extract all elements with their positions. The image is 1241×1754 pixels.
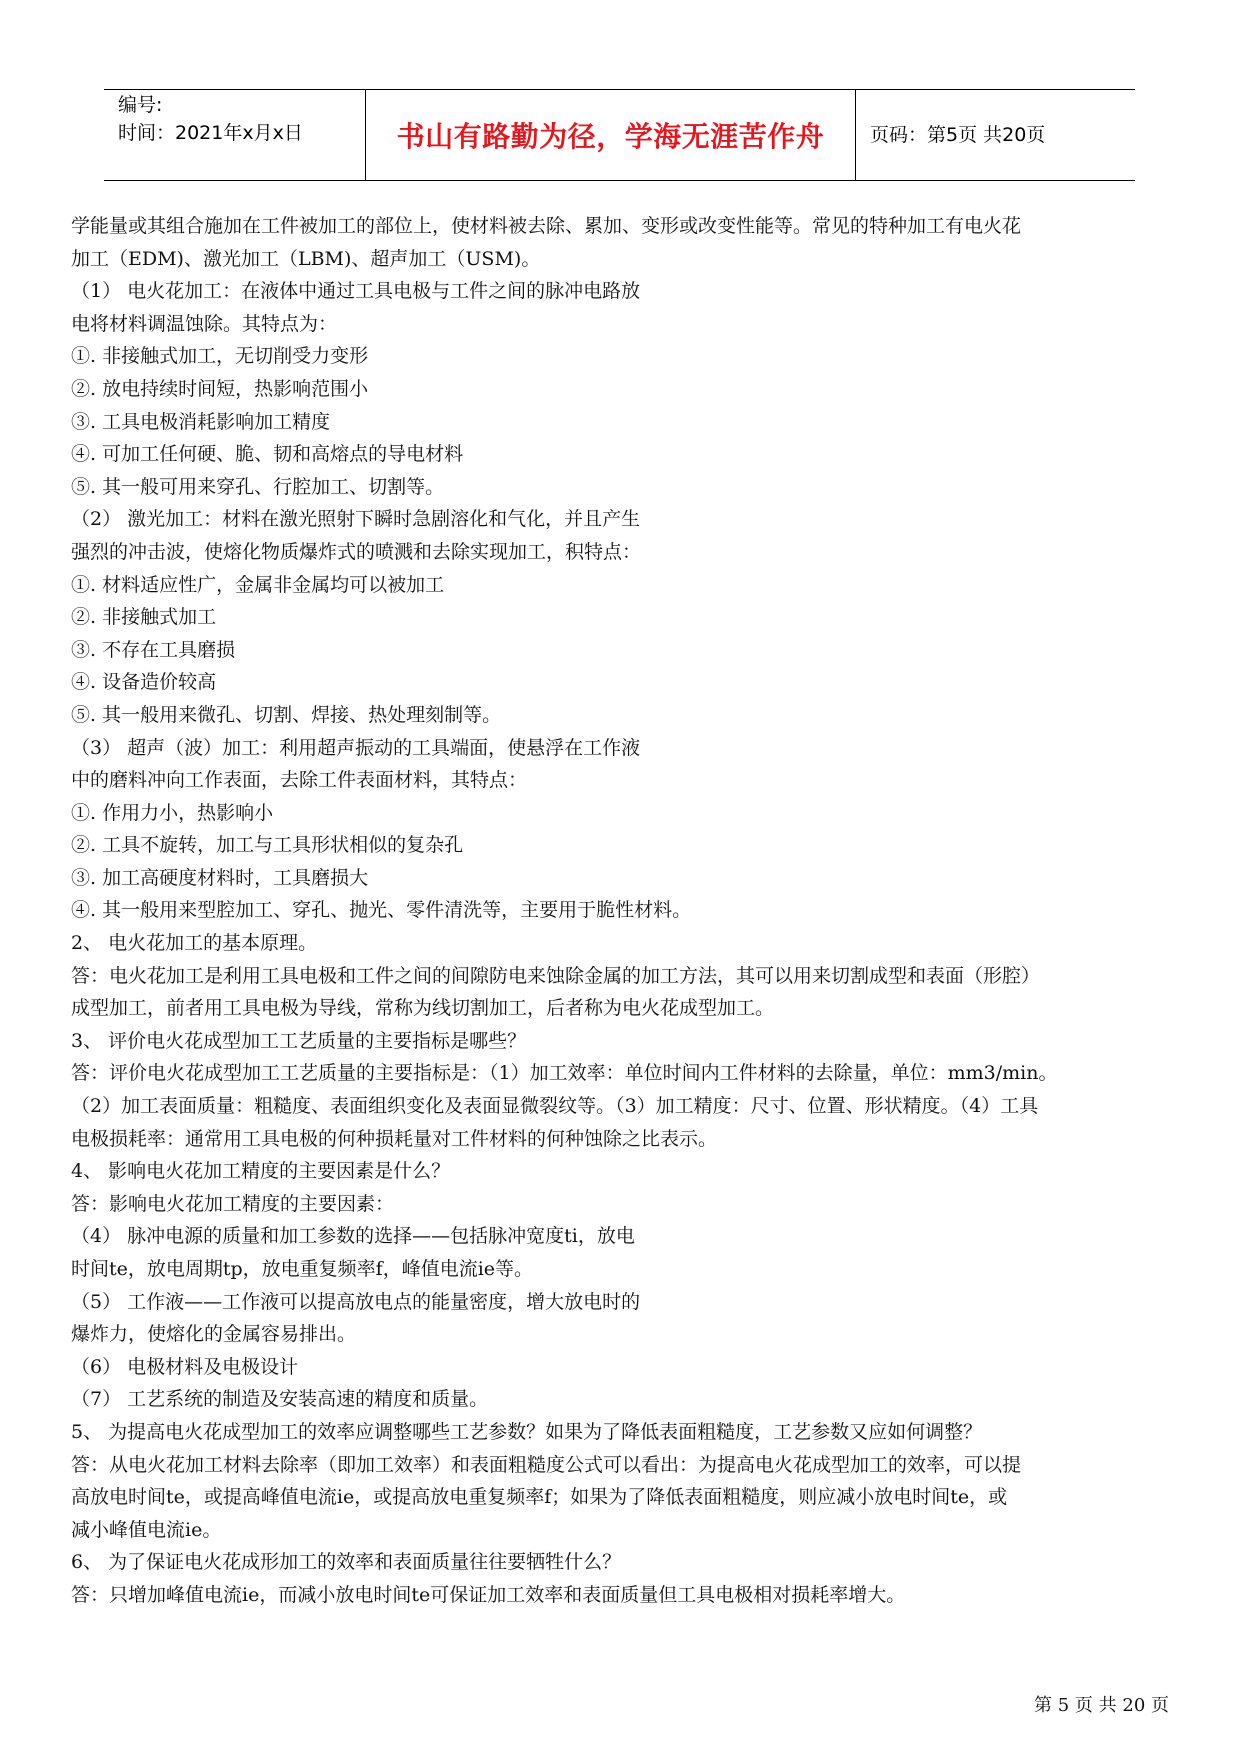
body-text-line: ④. 其一般用来型腔加工、穿孔、抛光、零件清洗等，主要用于脆性材料。 — [71, 899, 692, 922]
header-right-cell — [856, 90, 1135, 180]
body-text-line: 减小峰值电流ie。 — [71, 1518, 222, 1541]
body-text-line: （3） 超声（波）加工：利用超声振动的工具端面，使悬浮在工作液 — [71, 736, 641, 759]
body-text-line: 学能量或其组合施加在工件被加工的部位上，使材料被去除、累加、变形或改变性能等。常见的特种加工有电火花 — [71, 215, 1022, 237]
body-text-line: 时间te，放电周期tp，放电重复频率f，峰值电流ie等。 — [71, 1258, 534, 1280]
header-left-cell — [104, 90, 366, 180]
body-text-line: 答：影响电火花加工精度的主要因素： — [71, 1192, 395, 1215]
body-text-line: 3、 评价电火花成型加工工艺质量的主要指标是哪些？ — [71, 1029, 527, 1052]
body-text-line: （5） 工作液——工作液可以提高放电点的能量密度，增大放电时的 — [71, 1290, 641, 1313]
body-text-line: ④. 可加工任何硬、脆、韧和高熔点的导电材料 — [71, 443, 464, 466]
body-text-line: 强烈的冲击波，使熔化物质爆炸式的喷溅和去除实现加工，积特点： — [71, 540, 642, 563]
body-text-line: 电极损耗率：通常用工具电极的何种损耗量对工件材料的何种蚀除之比表示。 — [71, 1127, 718, 1150]
body-text-line: （4） 脉冲电源的质量和加工参数的选择——包括脉冲宽度ti，放电 — [71, 1225, 635, 1248]
body-text-line: （6） 电极材料及电极设计 — [71, 1355, 299, 1378]
document-number-label: 编号: — [118, 94, 163, 116]
body-text-line: 高放电时间te，或提高峰值电流ie，或提高放电重复频率f；如果为了降低表面粗糙度，则应减小放电时间te，或 — [71, 1486, 1008, 1509]
body-text-line: ④. 设备造价较高 — [71, 671, 217, 694]
body-text-line: ②. 非接触式加工 — [71, 606, 217, 629]
body-text-line: （2） 激光加工：材料在激光照射下瞬时急剧溶化和气化，并且产生 — [71, 508, 641, 531]
body-text-line: ②. 工具不旋转，加工与工具形状相似的复杂孔 — [71, 834, 464, 857]
body-text-line: ⑤. 其一般可用来穿孔、行腔加工、切割等。 — [71, 475, 445, 498]
body-text-line: （7） 工艺系统的制造及安装高速的精度和质量。 — [71, 1388, 489, 1411]
body-text-line: ①. 材料适应性广，金属非金属均可以被加工 — [71, 573, 445, 596]
body-text-line: 5、 为提高电火花成型加工的效率应调整哪些工艺参数？如果为了降低表面粗糙度，工艺参数又应如何调整？ — [71, 1420, 983, 1443]
body-text-line: 答：评价电火花成型加工工艺质量的主要指标是：（1）加工效率：单位时间内工件材料的去除量，单位：mm3/min。 — [71, 1062, 1058, 1085]
body-text-line: 中的磨料冲向工作表面，去除工件表面材料，其特点： — [71, 769, 528, 792]
document-time-label: 时间：2021年x月x日 — [118, 122, 303, 144]
body-text-line: ①. 非接触式加工，无切削受力变形 — [71, 345, 369, 368]
body-text-line: ③. 加工高硬度材料时，工具磨损大 — [71, 866, 369, 889]
body-text-line: 6、 为了保证电火花成形加工的效率和表面质量往往要牺牲什么？ — [71, 1551, 622, 1574]
body-text-line: 爆炸力，使熔化的金属容易排出。 — [71, 1323, 357, 1346]
body-text-line: 答：只增加峰值电流ie，而减小放电时间te可保证加工效率和表面质量但工具电极相对损耗率增大。 — [71, 1583, 906, 1606]
body-text-line: ①. 作用力小，热影响小 — [71, 801, 274, 824]
body-text-line: （2）加工表面质量：粗糙度、表面组织变化及表面显微裂纹等。（3）加工精度：尺寸、位置、形状精度。（4）工具 — [71, 1095, 1039, 1118]
body-text-line: 2、 电火花加工的基本原理。 — [71, 932, 318, 955]
body-text-line: 加工（EDM)、激光加工（LBM)、超声加工（USM)。 — [71, 247, 541, 270]
body-text-line: （1） 电火花加工：在液体中通过工具电极与工件之间的脉冲电路放 — [71, 280, 641, 303]
body-text-line: ⑤. 其一般用来微孔、切割、焊接、热处理刻制等。 — [71, 703, 502, 726]
page-header — [104, 89, 1135, 181]
body-text-line: 成型加工，前者用工具电极为导线，常称为线切割加工，后者称为电火花成型加工。 — [71, 997, 775, 1020]
body-text-line: ③. 不存在工具磨损 — [71, 638, 236, 661]
page-footer: 第 5 页 共 20 页 — [1034, 1695, 1169, 1716]
header-middle-cell — [366, 90, 856, 180]
body-text-line: 答：从电火花加工材料去除率（即加工效率）和表面粗糙度公式可以看出：为提高电火花成型加工的效率，可以提 — [71, 1453, 1022, 1476]
body-text-line: ③. 工具电极消耗影响加工精度 — [71, 410, 331, 433]
body-text-line: 4、 影响电火花加工精度的主要因素是什么？ — [71, 1160, 451, 1183]
body-text-line: ②. 放电持续时间短，热影响范围小 — [71, 377, 369, 400]
body-text-line: 电将材料调温蚀除。其特点为： — [71, 312, 338, 335]
header-page-info: 页码：第5页 共20页 — [870, 124, 1046, 146]
document-body — [71, 210, 1171, 1612]
header-motto: 书山有路勤为径，学海无涯苦作舟 — [396, 120, 825, 153]
body-text-line: 答：电火花加工是利用工具电极和工件之间的间隙防电来蚀除金属的加工方法，其可以用来切割成型和表面（形腔） — [71, 964, 1041, 987]
